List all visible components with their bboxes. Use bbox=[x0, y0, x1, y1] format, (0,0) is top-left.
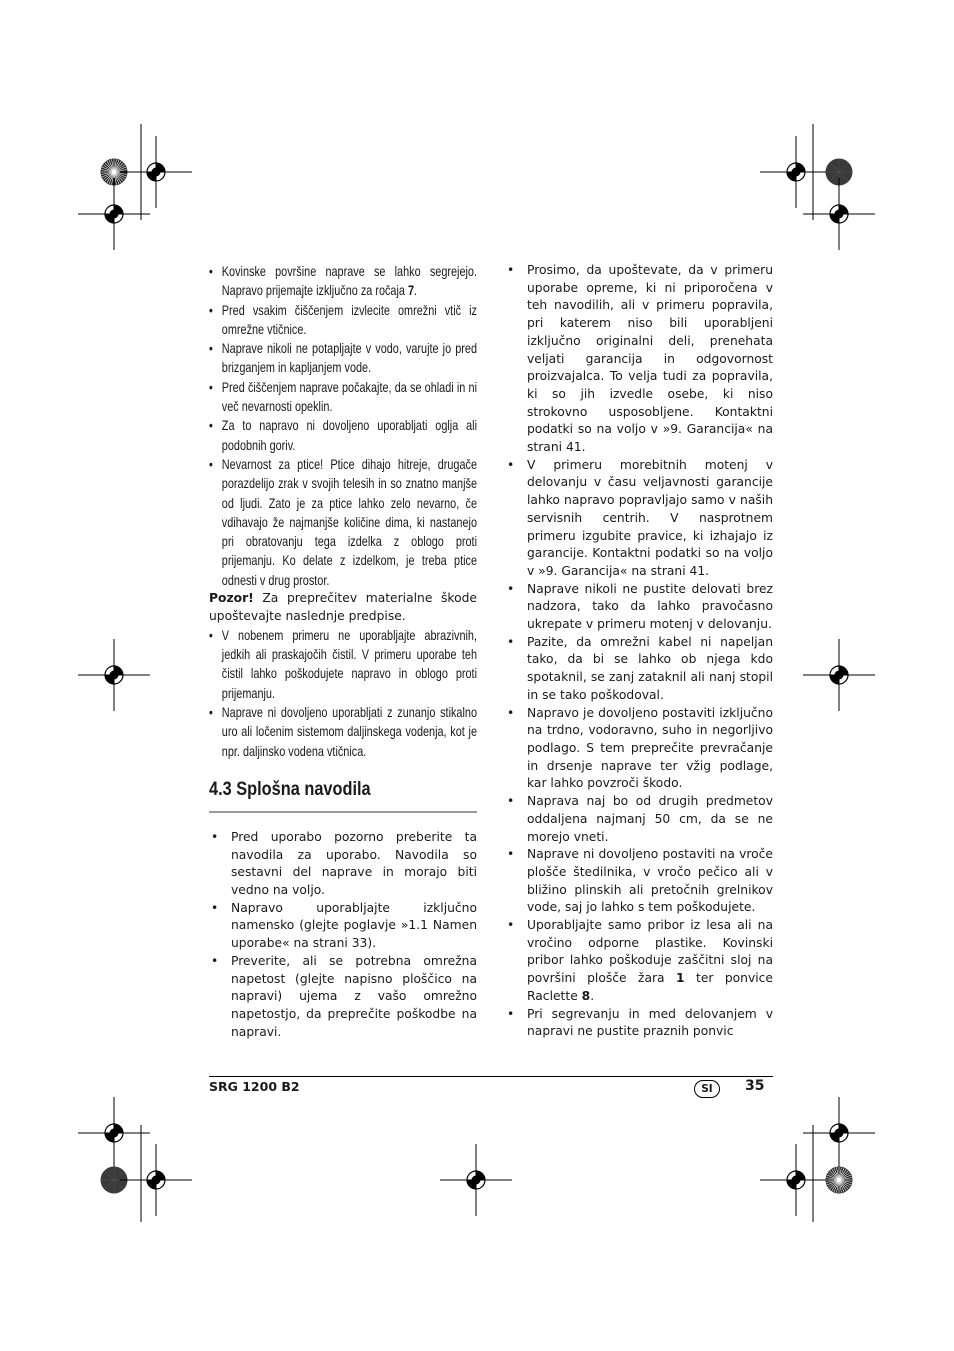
list-item: • Naprave ni dovoljeno postaviti na vroče plošče štedilnika, v vročo pečico ali v bližino plinskih ali pretočnih grelnikov vode, saj jo lahko s tem poškodujete. bbox=[505, 846, 773, 917]
list-item: • Naprave nikoli ne potapljajte v vodo, varujte jo pred brizganjem in kapljanjem vode. bbox=[209, 339, 477, 378]
page-number: 35 bbox=[745, 1078, 765, 1094]
list-item: • V nobenem primeru ne uporabljajte abrazivnih, jedkih ali praskajočih čistil. V primeru uporabe teh čistil lahko poškodujete napravo in oblogo proti prijemanju. bbox=[209, 626, 477, 703]
list-item: • Napravo uporabljajte izključno namensko (glejte poglavje »1.1 Namen uporabe« na strani 33). bbox=[209, 900, 477, 953]
caution-paragraph: Pozor! Za preprečitev materialne škode upoštevajte naslednje predpise. bbox=[209, 591, 477, 623]
list-item: • Pri segrevanju in med delovanjem v napravi ne pustite praznih ponvic bbox=[505, 1006, 773, 1041]
list-item: • Pazite, da omrežni kabel ni napeljan tako, da bi se lahko ob njega kdo spotaknil, se zanj zataknil ali nanj stopil in se tako poškodoval. bbox=[505, 634, 773, 705]
list-item: • Preverite, ali se potrebna omrežna napetost (glejte napisno ploščico na napravi) ujema z vašo omrežno napetostjo, da preprečite poškodbe na napravi. bbox=[209, 953, 477, 1042]
list-item: • V primeru morebitnih motenj v delovanju v času veljavnosti garancije lahko napravo popravljajo samo v naših servisnih centrih. V nasprotnem primeru izgubite pravice, ki izhajajo iz garancije. Kontaktni podatki so na voljo v »9. Garancija« na strani 41. bbox=[505, 457, 773, 581]
list-item: • Pred uporabo pozorno preberite ta navodila za uporabo. Navodila so sestavni del naprave in morajo biti vedno na voljo. bbox=[209, 829, 477, 900]
footer-model-number: SRG 1200 B2 bbox=[209, 1079, 300, 1094]
list-item: • Uporabljajte samo pribor iz lesa ali na vročino odporne plastike. Kovinski pribor lahko poškoduje zaščitni sloj na površini plošče žara 1 ter ponvice Raclette 8. bbox=[505, 917, 773, 1006]
list-item: • Prosimo, da upoštevate, da v primeru uporabe opreme, ki ni priporočena v teh navodilih, ali v primeru popravila, pri katerem niso bili uporabljeni izključno originalni deli, prenehata veljati garancija in odgovornost proizvajalca. To velja tudi za popravila, ki so jih izvedle osebe, ki niso strokovno usposobljene. Kontaktni podatki so na voljo v »9. Garancija« na strani 41. bbox=[505, 262, 773, 457]
list-item: • Naprava naj bo od drugih predmetov oddaljena najmanj 50 cm, da se ne morejo vneti. bbox=[505, 793, 773, 846]
list-item: • Pred vsakim čiščenjem izvlecite omrežni vtič iz omrežne vtičnice. bbox=[209, 301, 477, 340]
list-item: • Pred čiščenjem naprave počakajte, da se ohladi in ni več nevarnosti opeklin. bbox=[209, 378, 477, 417]
general-instructions-list bbox=[209, 829, 477, 1041]
caution-label: Pozor! bbox=[209, 591, 254, 606]
footer-divider bbox=[209, 1076, 773, 1077]
safety-list-2 bbox=[209, 626, 477, 761]
safety-list-1 bbox=[209, 262, 477, 590]
language-badge: SI bbox=[694, 1080, 720, 1098]
right-column bbox=[505, 262, 773, 1041]
heading-divider bbox=[209, 811, 477, 813]
list-item: • Naprave nikoli ne pustite delovati brez nadzora, tako da lahko pravočasno ukrepate v primeru motenj v delovanju. bbox=[505, 581, 773, 634]
list-item: • Za to napravo ni dovoljeno uporabljati oglja ali podobnih goriv. bbox=[209, 416, 477, 455]
list-item: • Kovinske površine naprave se lahko segrejejo. Napravo prijemajte izključno za ročaja 7. bbox=[209, 262, 477, 301]
list-item: • Naprave ni dovoljeno uporabljati z zunanjo stikalno uro ali ločenim sistemom daljinskega vodenja, kot je npr. daljinsko vodena vtičnica. bbox=[209, 703, 477, 761]
left-column bbox=[209, 262, 477, 1041]
list-item: • Napravo je dovoljeno postaviti izključno na trdno, vodoravno, suho in negorljivo podlago. S tem preprečite prevračanje in drsenje naprave ter vžig podlage, kar lahko povzroči škodo. bbox=[505, 705, 773, 794]
section-heading: 4.3 Splošna navodila bbox=[209, 778, 371, 800]
list-item: • Nevarnost za ptice! Ptice dihajo hitreje, drugače porazdelijo zrak v svojih telesih in so znatno manjše od ljudi. Zato je za ptice lahko zelo nevarno, če vdihavajo že najmanjše količine dima, ki nastanejo pri obratovanju tega izdelka z oblogo proti prijemanju. Ko delate z izdelkom, je treba ptice odnesti v drug prostor. bbox=[209, 455, 477, 590]
safety-list-3 bbox=[505, 262, 773, 1041]
